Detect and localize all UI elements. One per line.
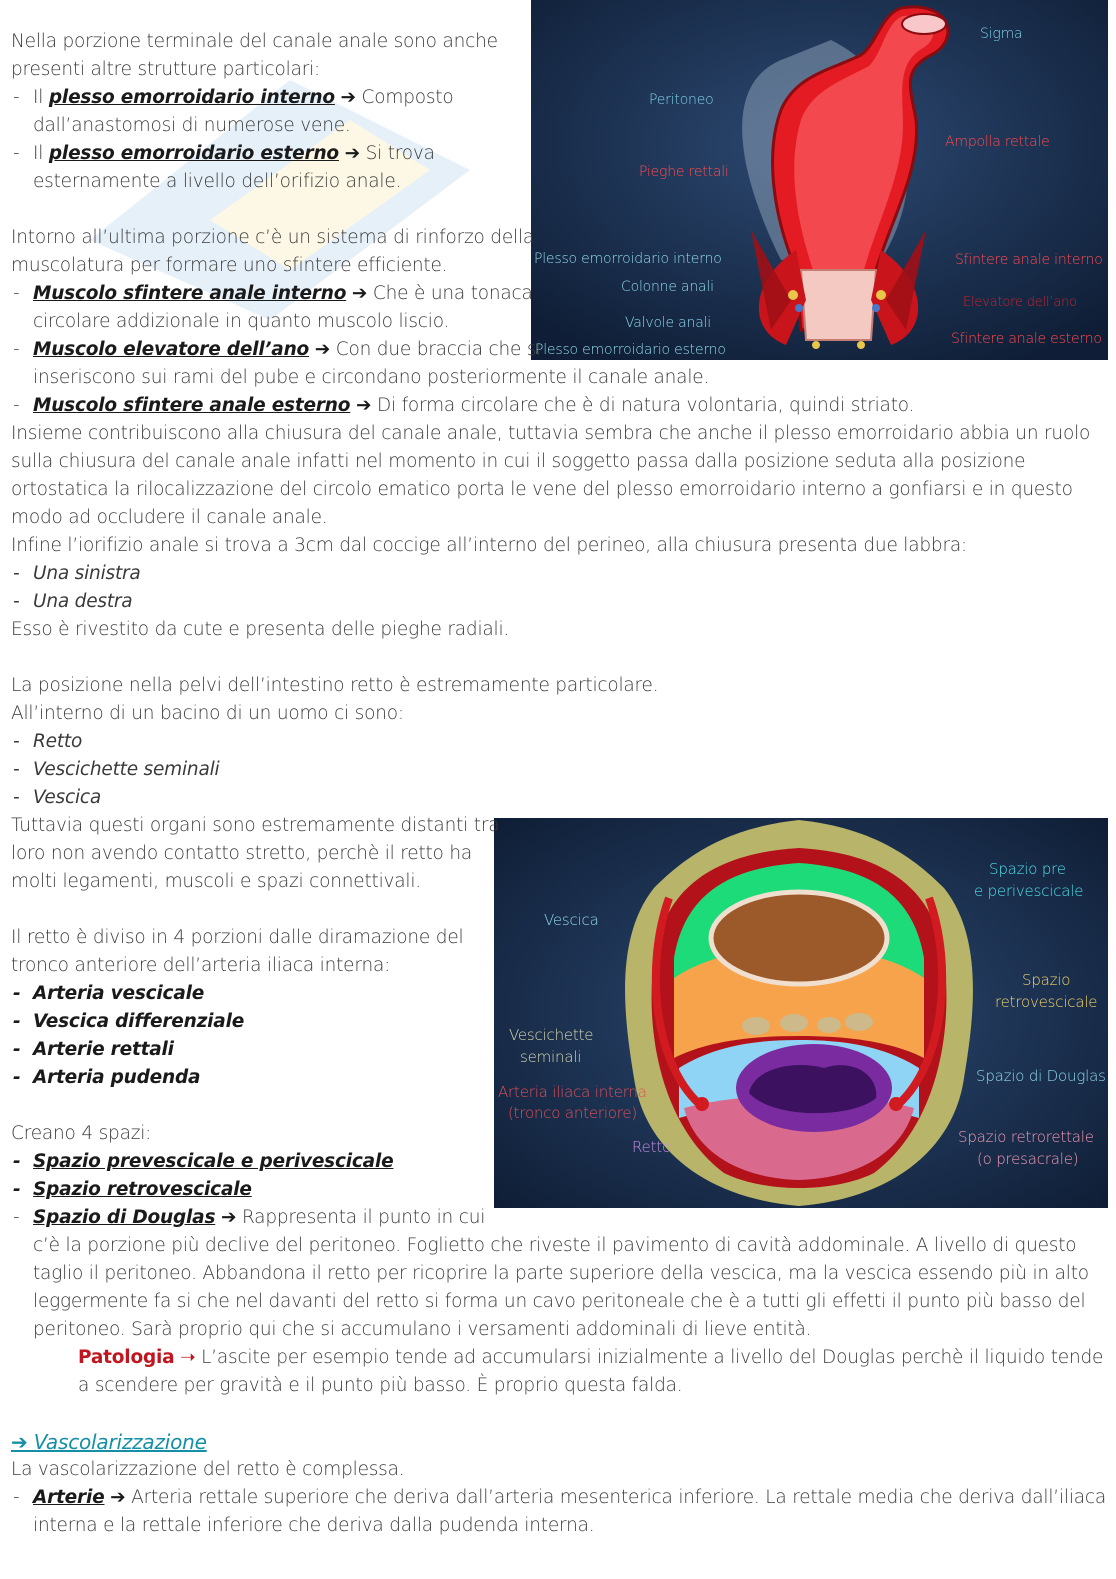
list-item-continuation: circolare addizionale in quanto muscolo liscio. <box>33 311 450 332</box>
paragraph-line: tronco anteriore dell’arteria iliaca interna: <box>11 955 391 976</box>
list-item-elevatore: - Muscolo elevatore dell’ano ➔ Con due braccia che si <box>11 336 1106 364</box>
label-spazio-pre-2: e perivescicale <box>974 882 1084 900</box>
list-item-sfintere-interno: - Muscolo sfintere anale interno ➔ Che è una tonaca <box>11 280 1106 308</box>
paragraph-line: Infine l’iorifizio anale si trova a 3cm dal coccige all’interno del perineo, alla chiusura presenta due labbra: <box>11 535 968 556</box>
list-item-continuation: c’è la porzione più declive del peritoneo. Foglietto che riveste il pavimento di cavità addominale. A livello di questo <box>33 1235 1077 1256</box>
paragraph-line: Intorno all’ultima porzione c’è un sistema di rinforzo della <box>11 227 535 248</box>
list-item-plesso-interno: - Il plesso emorroidario interno ➔ Composto <box>11 84 1106 112</box>
label-spazio-retro-2: retrovescicale <box>995 993 1098 1011</box>
paragraph-line: muscolatura per formare uno sfintere efficiente. <box>11 255 448 276</box>
paragraph-line: Creano 4 spazi: <box>11 1123 152 1144</box>
list-item-continuation: leggermente fa si che nel davanti del retto si forma un cavo peritoneale che è a tutti gli effetti il punto più basso del <box>33 1291 1086 1312</box>
term-elevatore: Muscolo elevatore dell’ano <box>33 339 310 360</box>
label-arteria-1: Arteria iliaca interna <box>498 1083 647 1101</box>
label-sigma: Sigma <box>980 26 1023 42</box>
paragraph-line: sulla chiusura del canale anale infatti nel momento in cui il soggetto passa dalla posizione seduta alla posizione <box>11 451 1026 472</box>
list-item-arterie: - Arterie ➔ Arteria rettale superiore che deriva dall’arteria mesenterica inferiore. La rettale media che deriva dall’iliaca <box>11 1484 1106 1512</box>
label-douglas: Spazio di Douglas <box>976 1067 1106 1085</box>
paragraph-line: presenti altre strutture particolari: <box>11 59 321 80</box>
label-plesso-esterno: Plesso emorroidario esterno <box>535 342 726 358</box>
list-item-sfintere-esterno: - Muscolo sfintere anale esterno ➔ Di forma circolare che è di natura volontaria, quindi striato. <box>11 392 1106 420</box>
label-peritoneo: Peritoneo <box>649 92 714 108</box>
label-colonne-anali: Colonne anali <box>621 279 714 295</box>
label-spazio-pre-1: Spazio pre <box>989 860 1066 878</box>
list-item-continuation: taglio il peritoneo. Abbandona il retto per ricoprire la parte superiore della vescica, ma la vescica essendo più in alto <box>33 1263 1089 1284</box>
term-spazio-douglas: Spazio di Douglas <box>33 1207 216 1228</box>
paragraph-line: La posizione nella pelvi dell’intestino retto è estremamente particolare. <box>11 675 659 696</box>
list-item-artery: - Vescica differenziale <box>11 1008 1106 1036</box>
paragraph-line: ortostatica la rilocalizzazione del circolo ematico porta le vene del plesso emorroidario interno a gonfiarsi e in questo <box>11 479 1073 500</box>
label-plesso-interno: Plesso emorroidario interno <box>534 251 722 267</box>
paragraph-line: Nella porzione terminale del canale anale sono anche <box>11 31 498 52</box>
label-spazio-retro-1: Spazio <box>1022 971 1071 989</box>
paragraph-line: molti legamenti, muscoli e spazi connettivali. <box>11 871 421 892</box>
term-plesso-esterno: plesso emorroidario esterno <box>48 143 339 164</box>
paragraph-line: Tuttavia questi organi sono estremamente distanti tra <box>11 815 500 836</box>
patologia-note: Patologia ➝ L’ascite per esempio tende ad accumularsi inizialmente a livello del Douglas perchè il liquido tende <box>78 1347 1104 1368</box>
term-sfintere-esterno: Muscolo sfintere anale esterno <box>33 395 351 416</box>
list-item-organ: - Retto <box>11 728 1106 756</box>
text-block-canale-anale <box>11 28 1106 1540</box>
paragraph-line: Esso è rivestito da cute e presenta delle pieghe radiali. <box>11 619 510 640</box>
list-item-space: - Spazio prevescicale e perivescicale <box>11 1148 1106 1176</box>
list-item-labbro-destro: - Una destra <box>11 588 1106 616</box>
term-plesso-interno: plesso emorroidario interno <box>48 87 335 108</box>
label-pieghe-rettali: Pieghe rettali <box>639 164 729 180</box>
list-item-artery: - Arteria pudenda <box>11 1064 1106 1092</box>
list-item-labbro-sinistro: - Una sinistra <box>11 560 1106 588</box>
paragraph-line: loro non avendo contatto stretto, perchè il retto ha <box>11 843 473 864</box>
label-sfintere-esterno: Sfintere anale esterno <box>951 331 1102 347</box>
paragraph-line: Insieme contribuiscono alla chiusura del canale anale, tuttavia sembra che anche il plesso emorroidario abbia un ruolo <box>11 423 1091 444</box>
list-item-organ: - Vescichette seminali <box>11 756 1106 784</box>
heading-vascolarizzazione: ➔ Vascolarizzazione <box>11 1430 207 1454</box>
label-sfintere-interno: Sfintere anale interno <box>955 252 1103 268</box>
paragraph-line: Il retto è diviso in 4 porzioni dalle diramazione del <box>11 927 464 948</box>
patologia-label: Patologia <box>78 1347 175 1368</box>
term-sfintere-interno: Muscolo sfintere anale interno <box>33 283 347 304</box>
label-vescichette-1: Vescichette <box>509 1026 594 1044</box>
list-item-continuation: dall’anastomosi di numerose vene. <box>33 115 351 136</box>
label-arteria-2: (tronco anteriore) <box>508 1104 638 1122</box>
label-vescichette-2: seminali <box>520 1048 582 1066</box>
list-item-continuation: esternamente a livello dell’orifizio anale. <box>33 171 402 192</box>
list-item-artery: - Arteria vescicale <box>11 980 1106 1008</box>
list-item-space: - Spazio retrovescicale <box>11 1176 1106 1204</box>
paragraph-line: La vascolarizzazione del retto è complessa. <box>11 1459 405 1480</box>
label-retto: Retto <box>632 1138 671 1156</box>
label-vescica: Vescica <box>544 911 599 929</box>
list-item-organ: - Vescica <box>11 784 1106 812</box>
label-ampolla-rettale: Ampolla rettale <box>945 134 1050 150</box>
list-item-spazio-douglas: - Spazio di Douglas ➔ Rappresenta il punto in cui <box>11 1204 1106 1232</box>
list-item-continuation: inseriscono sui rami del pube e circondano posteriormente il canale anale. <box>33 367 710 388</box>
label-elevatore: Elevatore dell’ano <box>963 295 1077 310</box>
patologia-continuation: a scendere per gravità e il punto più basso. È proprio questa falda. <box>78 1375 683 1396</box>
paragraph-line: All’interno di un bacino di un uomo ci sono: <box>11 703 404 724</box>
label-retrorettale-1: Spazio retrorettale <box>958 1128 1094 1146</box>
list-item-continuation: interna e la rettale inferiore che deriva dalla pudenda interna. <box>33 1515 595 1536</box>
label-valvole-anali: Valvole anali <box>625 315 711 331</box>
paragraph-line: modo ad occludere il canale anale. <box>11 507 328 528</box>
label-retrorettale-2: (o presacrale) <box>977 1150 1079 1168</box>
list-item-continuation: peritoneo. Sarà proprio qui che si accumulano i versamenti addominali di lieve entità. <box>33 1319 812 1340</box>
list-item-artery: - Arterie rettali <box>11 1036 1106 1064</box>
list-item-plesso-esterno: - Il plesso emorroidario esterno ➔ Si trova <box>11 140 1106 168</box>
term-arterie: Arterie <box>33 1487 105 1508</box>
